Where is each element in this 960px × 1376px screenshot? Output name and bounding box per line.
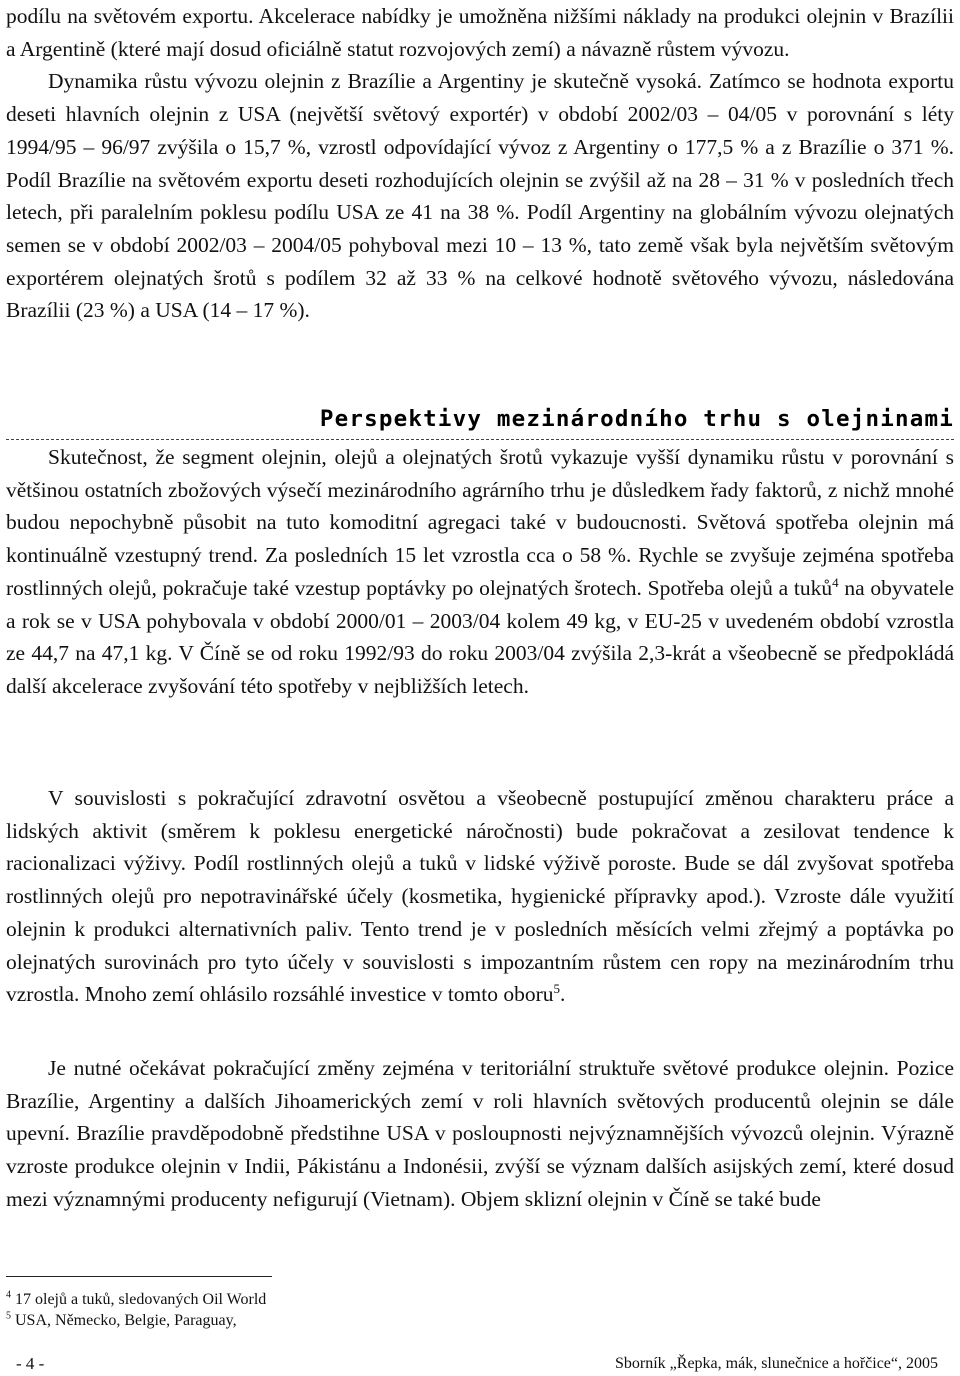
footnote-number: 4: [6, 1289, 11, 1301]
section-heading-text: Perspektivy mezinárodního trhu s olejninami: [319, 406, 954, 432]
paragraph-consumption: [6, 441, 954, 703]
footnote-text: 17 olejů a tuků, sledovaných Oil World: [11, 1291, 267, 1308]
paragraph-text: Je nutné očekávat pokračující změny zejména v teritoriální struktuře světové produkce olejnin. Pozice Brazílie, Argentiny a dalších Jihoamerických zemí v roli hlavních světových producentů olejnin se dále upevní. Brazílie pravděpodobně předstihne USA v posloupnosti nejvýznamnějších vývozců olejnin. Výrazně vzroste produkce olejnin v Indii, Pákistánu a Indonésii, zvýší se význam dalších asijských zemí, které dosud mezi významnými producenty nefigurují (Vietnam). Objem sklizní olejnin v Číně se také bude: [6, 1056, 954, 1211]
paragraph-continued: podílu na světovém exportu. Akcelerace nabídky je umožněna nižšími náklady na produkci olejnin v Brazílii a Argentině (které mají dosud oficiálně statut rozvojových zemí) a návazně růstem vývozu.: [6, 4, 954, 61]
top-text-block: [6, 0, 954, 327]
footnote-number: 5: [6, 1310, 11, 1322]
publication-title: Sborník „Řepka, mák, slunečnice a hořčice“, 2005: [615, 1355, 938, 1372]
footnote-text: USA, Německo, Belgie, Paraguay,: [11, 1312, 237, 1329]
paragraph-text: V souvislosti s pokračující zdravotní osvětou a všeobecně postupující změnou charakteru práce a lidských aktivit (směrem k poklesu energetické náročnosti) bude pokračovat a zesilovat tendence k racionalizaci výživy. Podíl rostlinných olejů a tuků v lidské výživě poroste. Bude se dál zvyšovat spotřeba rostlinných olejů pro nepotravinářské účely (kosmetika, hygienické přípravky apod.). Vzroste dále využití olejnin k produkci alternativních paliv. Tento trend je v posledních měsících velmi zřejmý a poptávka po olejnatých surovinách pro tyto účely v souvislosti s impozantním růstem cen ropy na mezinárodním trhu vzrostla. Mnoho zemí ohlásilo rozsáhlé investice v tomto oboru: [6, 786, 954, 1007]
paragraph-text: na obyvatele a rok se v USA pohybovala v období 2000/01 – 2003/04 kolem 49 kg, v EU-25 v uvedeném období vzrostla ze 44,7 na 47,1 kg. V Číně se od roku 1992/93 do roku 2003/04 zvýšila 2,3-krát a všeobecně se předpokládá další akcelerace zvyšování této spotřeby v nejbližších letech.: [6, 575, 955, 698]
paragraph-text: .: [560, 982, 566, 1007]
footnote-ref-5[interactable]: 5: [553, 981, 561, 997]
footnote-4: [6, 1289, 266, 1311]
paragraph-export-dynamics: Dynamika růstu vývozu olejnin z Brazílie a Argentiny je skutečně vysoká. Zatímco se hodnota exportu deseti hlavních olejnin z USA (největší světový exportér) v období 2002/03 – 04/05 v porovnání s léty 1994/95 – 96/97 zvýšila o 15,7 %, vzrostl odpovídající vývoz z Argentiny o 177,5 % a z Brazílie o 371 %. Podíl Brazílie na světovém exportu deseti rozhodujících olejnin se zvýšil až na 28 – 31 % v posledních třech letech, při paralelním poklesu podílu USA ze 41 na 38 %. Podíl Argentiny na globálním vývozu olejnatých semen se v období 2002/03 – 2004/05 pohyboval mezi 10 – 13 %, tato země však byla největším světovým exportérem olejnatých šrotů s podílem 32 až 33 % na celkové hodnotě světového vývozu, následována Brazílii (23 %) a USA (14 – 17 %).: [6, 69, 954, 323]
paragraph-text: Skutečnost, že segment olejnin, olejů a olejnatých šrotů vykazuje vyšší dynamiku růstu v porovnání s většinou ostatních zbožových výsečí mezinárodního agrárního trhu je důsledkem řady faktorů, z nichž mnohé budou nepochybně působit na tuto komoditní agregaci také v budoucnosti. Světová spotřeba olejnin má kontinuálně vzestupný trend. Za posledních 15 let vzrostla cca o 58 %. Rychle se zvyšuje zejména spotřeba rostlinných olejů, pokračuje také vzestup poptávky po olejnatých šrotech. Spotřeba olejů a tuků: [6, 445, 954, 600]
page-number: - 4 -: [16, 1354, 45, 1373]
footnote-divider: [6, 1276, 272, 1277]
footnote-5: [6, 1310, 237, 1332]
paragraph-territorial-changes: [6, 1052, 954, 1216]
footnote-ref-4[interactable]: 4: [832, 574, 839, 590]
paragraph-health-trends: [6, 782, 954, 1011]
section-heading: [6, 403, 954, 440]
